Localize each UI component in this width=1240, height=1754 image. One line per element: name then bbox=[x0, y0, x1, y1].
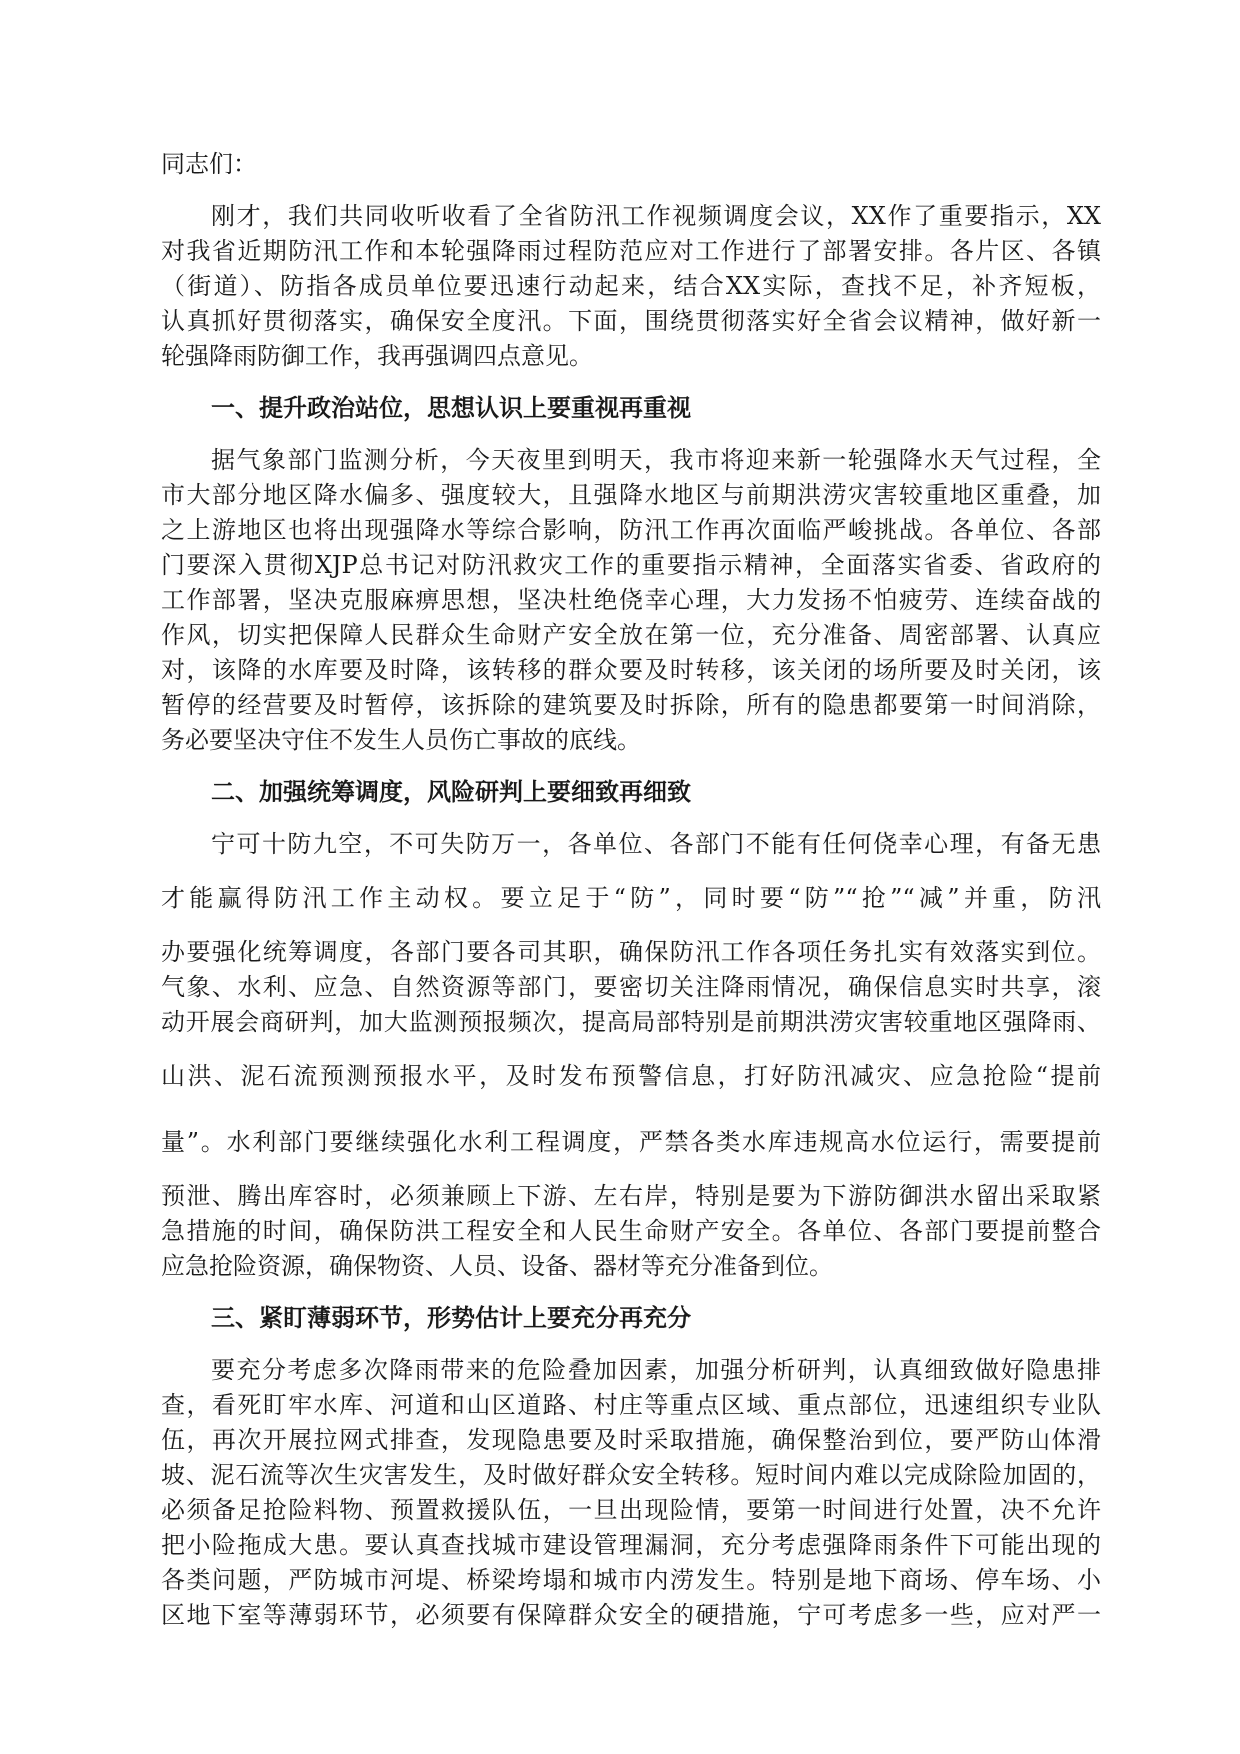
para1-line5: 轮强降雨防御工作，我再强调四点意见。 bbox=[161, 342, 593, 370]
para3-line3: 办要强化统筹调度，各部门要各司其职，确保防汛工作各项任务扎实有效落实到位。 bbox=[161, 938, 1101, 966]
section-heading-2: 二、加强统筹调度，风险研判上要细致再细致 bbox=[211, 777, 691, 806]
para4-line5: 必须备足抢险料物、预置救援队伍，一旦出现险情，要第一时间进行处置，决不允许 bbox=[161, 1496, 1101, 1524]
para4-line8: 区地下室等薄弱环节，必须要有保障群众安全的硬措施，宁可考虑多一些，应对严一 bbox=[161, 1601, 1101, 1629]
para4-line4: 坡、泥石流等次生灾害发生，及时做好群众安全转移。短时间内难以完成除险加固的， bbox=[161, 1461, 1101, 1489]
para2-line6: 作风，切实把保障人民群众生命财产安全放在第一位，充分准备、周密部署、认真应 bbox=[161, 621, 1101, 649]
para1-line3: （街道）、防指各成员单位要迅速行动起来，结合XX实际，查找不足，补齐短板， bbox=[161, 272, 1101, 300]
para4-line6: 把小险拖成大患。要认真查找城市建设管理漏洞，充分考虑强降雨条件下可能出现的 bbox=[161, 1531, 1101, 1559]
para1-line1: 刚才，我们共同收听收看了全省防汛工作视频调度会议，XX作了重要指示，XX bbox=[211, 202, 1101, 230]
para2-line3: 之上游地区也将出现强降水等综合影响，防汛工作再次面临严峻挑战。各单位、各部 bbox=[161, 516, 1101, 544]
para3-line8: 预泄、腾出库容时，必须兼顾上下游、左右岸，特别是要为下游防御洪水留出采取紧 bbox=[161, 1182, 1101, 1210]
para2-line8: 暂停的经营要及时暂停，该拆除的建筑要及时拆除，所有的隐患都要第一时间消除， bbox=[161, 691, 1101, 719]
para3-line2: 才能赢得防汛工作主动权。要立足于“防”，同时要“防”“抢”“减”并重，防汛 bbox=[161, 884, 1101, 912]
para1-line2: 对我省近期防汛工作和本轮强降雨过程防范应对工作进行了部署安排。各片区、各镇 bbox=[161, 237, 1101, 265]
para4-line3: 伍，再次开展拉网式排查，发现隐患要及时采取措施，确保整治到位，要严防山体滑 bbox=[161, 1426, 1101, 1454]
para4-line2: 查，看死盯牢水库、河道和山区道路、村庄等重点区域、重点部位，迅速组织专业队 bbox=[161, 1391, 1101, 1419]
para4-line1: 要充分考虑多次降雨带来的危险叠加因素，加强分析研判，认真细致做好隐患排 bbox=[211, 1356, 1101, 1384]
para3-line5: 动开展会商研判，加大监测预报频次，提高局部特别是前期洪涝灾害较重地区强降雨、 bbox=[161, 1008, 1101, 1036]
para2-line9: 务必要坚决守住不发生人员伤亡事故的底线。 bbox=[161, 726, 641, 754]
para2-line4: 门要深入贯彻XJP总书记对防汛救灾工作的重要指示精神，全面落实省委、省政府的 bbox=[161, 551, 1101, 579]
para3-line4: 气象、水利、应急、自然资源等部门，要密切关注降雨情况，确保信息实时共享，滚 bbox=[161, 973, 1101, 1001]
para1-line4: 认真抓好贯彻落实，确保安全度汛。下面，围绕贯彻落实好全省会议精神，做好新一 bbox=[161, 307, 1101, 335]
section-heading-1: 一、提升政治站位，思想认识上要重视再重视 bbox=[211, 393, 691, 422]
para3-line10: 应急抢险资源，确保物资、人员、设备、器材等充分准备到位。 bbox=[161, 1252, 833, 1280]
para3-line7: 量”。水利部门要继续强化水利工程调度，严禁各类水库违规高水位运行，需要提前 bbox=[161, 1128, 1101, 1156]
section-heading-3: 三、紧盯薄弱环节，形势估计上要充分再充分 bbox=[211, 1303, 691, 1332]
para2-line5: 工作部署，坚决克服麻痹思想，坚决杜绝侥幸心理，大力发扬不怕疲劳、连续奋战的 bbox=[161, 586, 1101, 614]
para3-line9: 急措施的时间，确保防洪工程安全和人民生命财产安全。各单位、各部门要提前整合 bbox=[161, 1217, 1101, 1245]
greeting: 同志们： bbox=[161, 150, 257, 178]
para2-line7: 对，该降的水库要及时降，该转移的群众要及时转移，该关闭的场所要及时关闭，该 bbox=[161, 656, 1101, 684]
para2-line2: 市大部分地区降水偏多、强度较大，且强降水地区与前期洪涝灾害较重地区重叠，加 bbox=[161, 481, 1101, 509]
para2-line1: 据气象部门监测分析，今天夜里到明天，我市将迎来新一轮强降水天气过程，全 bbox=[211, 446, 1101, 474]
para3-line1: 宁可十防九空，不可失防万一，各单位、各部门不能有任何侥幸心理，有备无患 bbox=[211, 830, 1101, 858]
para4-line7: 各类问题，严防城市河堤、桥梁垮塌和城市内涝发生。特别是地下商场、停车场、小 bbox=[161, 1566, 1101, 1594]
para3-line6: 山洪、泥石流预测预报水平，及时发布预警信息，打好防汛减灾、应急抢险“提前 bbox=[161, 1062, 1101, 1090]
